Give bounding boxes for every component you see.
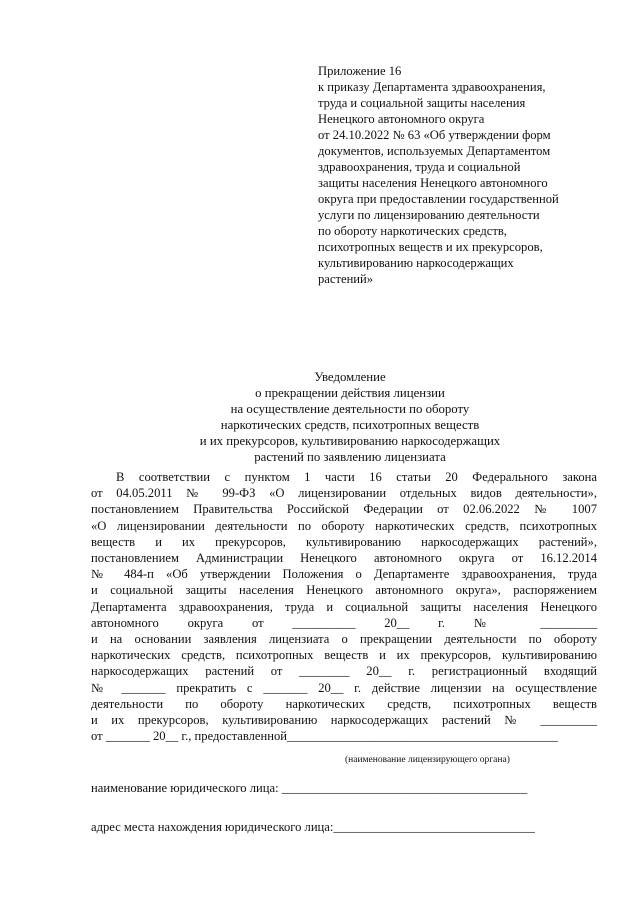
body-line: и социальной защиты населения Ненецкого автономного округа», распоряжением [91,583,597,598]
body-line: наркосодержащих растений от ________ 20__ г. регистрационный входящий [91,664,597,679]
title-line: и их прекурсоров, культивированию наркосодержащих [199,434,501,448]
appendix-line: по обороту наркотических средств, [318,224,507,238]
org-address-field: адрес места нахождения юридического лица:________________________________ [91,820,535,834]
body-line: постановлением Правительства Российской Федерации от 02.06.2022 № 1007 [91,502,597,517]
body-line: и их прекурсоров, культивированию наркосодержащих растений № _________ [91,713,597,728]
body-line: № _______ прекратить с _______ 20__ г. действие лицензии на осуществление [91,680,597,695]
body-line: деятельности по обороту наркотических средств, психотропных веществ [91,696,597,711]
appendix-line: здравоохранения, труда и социальной [318,160,521,174]
body-line: № 484-п «Об утверждении Положения о Департаменте здравоохранения, труда [91,567,597,582]
body-line: от _______ 20__ г., предоставленной___________________________________________ [91,729,558,744]
appendix-line: от 24.10.2022 № 63 «Об утверждении форм [318,128,551,142]
appendix-line: Приложение 16 [318,64,402,78]
org-name-field: наименование юридического лица: _______________________________________ [91,781,528,795]
appendix-line: защиты населения Ненецкого автономного [318,176,548,190]
appendix-line: растений» [318,272,374,286]
title-line: наркотических средств, психотропных веществ [220,418,480,432]
body-line: и на основании заявления лицензиата о прекращении деятельности по обороту [91,632,597,647]
title-line: Уведомление [314,370,386,384]
document-title [100,369,600,465]
body-line: веществ и их прекурсоров, культивированию наркосодержащих растений», [91,534,597,549]
appendix-line: услуги по лицензированию деятельности [318,208,540,222]
body-line: от 04.05.2011 № 99-ФЗ «О лицензировании отдельных видов деятельности», [91,486,597,501]
body-line: Департамента здравоохранения, труда и социальной защиты населения Ненецкого [91,599,597,614]
licensing-body-caption: (наименование лицензирующего органа) [345,755,510,765]
appendix-line: документов, используемых Департаментом [318,144,551,158]
title-line: на осуществление деятельности по обороту [230,402,470,416]
appendix-line: округа при предоставлении государственной [318,192,559,206]
title-line: о прекращении действия лицензии [255,386,445,400]
title-line: растений по заявлению лицензиата [254,450,446,464]
appendix-line: труда и социальной защиты населения [318,96,526,110]
appendix-line: психотропных веществ и их прекурсоров, [318,240,543,254]
body-line: наркотических средств, психотропных веществ и их прекурсоров, культивированию [91,648,597,663]
body-line: постановлением Администрации Ненецкого автономного округа от 16.12.2014 [91,551,597,566]
appendix-header [318,63,608,287]
appendix-line: культивированию наркосодержащих [318,256,514,270]
body-line: В соответствии с пунктом 1 части 16 статьи 20 Федерального закона [116,470,597,484]
appendix-line: к приказу Департамента здравоохранения, [318,80,546,94]
body-paragraph [91,469,597,744]
body-line: «О лицензировании деятельности по обороту наркотических средств, психотропных [91,518,597,533]
appendix-line: Ненецкого автономного округа [318,112,485,126]
body-line: автономного округа от __________ 20__ г. № _________ [91,615,597,630]
